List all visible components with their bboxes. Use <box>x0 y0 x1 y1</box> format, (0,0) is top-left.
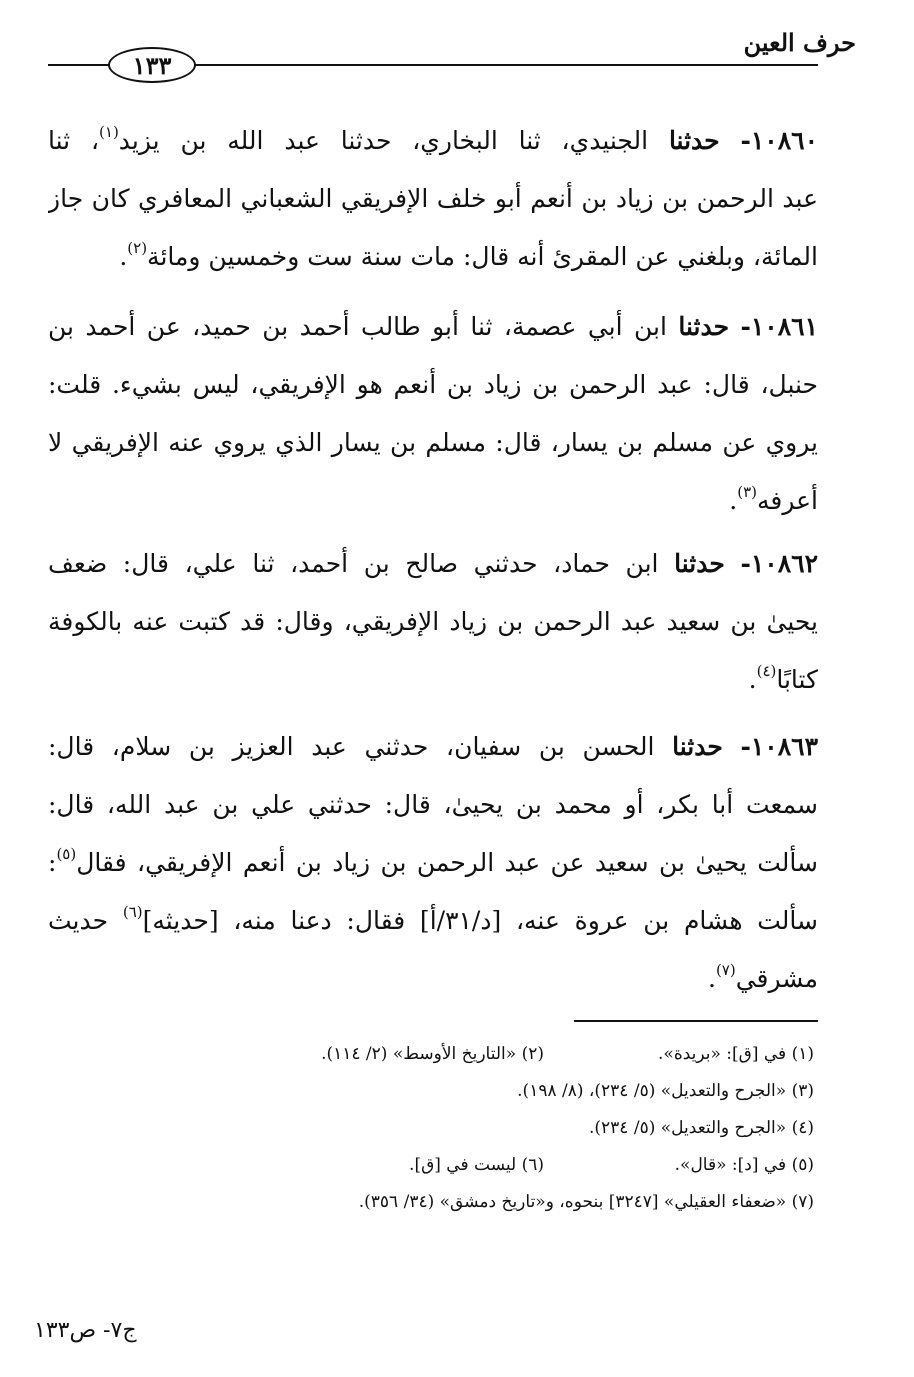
hadith-entry-10860 <box>48 112 818 286</box>
text-line <box>48 950 818 1008</box>
entry-keyword: حدثنا <box>668 126 720 155</box>
text-segment: ابن حماد، حدثني صالح بن أحمد، ثنا علي، قال: ضعف <box>48 549 659 578</box>
text-line <box>48 651 818 709</box>
footnote: (٣) «الجرح والتعديل» (٥/ ٢٣٤)، (٨/ ١٩٨). <box>517 1081 814 1101</box>
footnote-marker: (٥) <box>56 845 77 863</box>
footnote: (٥) في [د]: «قال». <box>674 1155 814 1175</box>
text-segment: الجنيدي، ثنا البخاري، حدثنا عبد الله بن يزيد <box>118 126 649 155</box>
text-line: سمعت أبا بكر، أو محمد بن يحيىٰ، قال: حدثني علي بن عبد الله، قال: <box>48 790 818 819</box>
text-segment: سألت يحيىٰ بن سعيد عن عبد الرحمن بن زياد بن أنعم الإفريقي، فقال <box>76 848 818 877</box>
footnote-line <box>48 1073 814 1110</box>
footnote: (٢) «التاريخ الأوسط» (٢/ ١١٤). <box>321 1044 544 1064</box>
text-segment: حديث <box>48 906 123 935</box>
text-line <box>48 892 818 950</box>
text-line <box>48 298 818 356</box>
entry-keyword: حدثنا <box>678 312 730 341</box>
text-line <box>48 718 818 776</box>
text-line: يروي عن مسلم بن يسار، قال: مسلم بن يسار الذي يروي عنه الإفريقي لا <box>48 428 818 457</box>
text-segment: . <box>119 242 128 271</box>
chapter-title: حرف العين <box>743 28 856 57</box>
footnote-line <box>48 1036 814 1073</box>
footnote: (٦) ليست في [ق]. <box>409 1155 544 1175</box>
footnote-marker: (٦) <box>122 903 143 921</box>
footnote-marker: (٣) <box>737 483 757 501</box>
footnotes <box>48 1036 814 1221</box>
text-line: حنبل، قال: عبد الرحمن بن زياد بن أنعم هو الإفريقي، ليس بشيء. قلت: <box>48 370 818 399</box>
text-line <box>48 472 818 530</box>
entry-keyword: حدثنا <box>672 732 723 761</box>
text-line: يحيىٰ بن سعيد عبد الرحمن بن زياد الإفريقي، وقال: قد كتبت عنه بالكوفة <box>48 607 818 636</box>
footnote: (٤) «الجرح والتعديل» (٥/ ٢٣٤). <box>589 1118 814 1138</box>
text-segment: . <box>748 665 757 694</box>
entry-number: ١٠٨٦٣- <box>740 732 818 761</box>
text-line <box>48 112 818 170</box>
text-segment: . <box>707 964 716 993</box>
footnote-marker: (٢) <box>127 239 148 257</box>
text-segment: سألت هشام بن عروة عنه، [د/٣١/أ] فقال: دعنا منه، [حديثه] <box>142 906 818 935</box>
footnote-marker: (١) <box>99 123 119 141</box>
page-number: ١٣٣ <box>108 47 196 83</box>
footnote-separator <box>574 1020 818 1022</box>
footnote: (٧) «ضعفاء العقيلي» [٣٢٤٧] بنحوه، و«تاريخ دمشق» (٣٤/ ٣٥٦). <box>358 1192 814 1212</box>
footnote-line <box>48 1184 814 1221</box>
footnote-line <box>48 1147 814 1184</box>
text-segment: أعرفه <box>756 486 818 515</box>
text-segment: ابن أبي عصمة، ثنا أبو طالب أحمد بن حميد، عن أحمد بن <box>48 312 667 341</box>
entry-number: ١٠٨٦٠- <box>740 126 818 155</box>
footnote-line <box>48 1110 814 1147</box>
text-segment: الحسن بن سفيان، حدثني عبد العزيز بن سلام، قال: <box>48 732 655 761</box>
hadith-entry-10861 <box>48 298 818 530</box>
entry-keyword: حدثنا <box>674 549 725 578</box>
footnote: (١) في [ق]: «بريدة». <box>658 1044 814 1064</box>
text-segment: : <box>48 848 57 877</box>
footnote-marker: (٤) <box>756 662 777 680</box>
entry-number: ١٠٨٦١- <box>740 312 818 341</box>
text-segment: . <box>729 486 738 515</box>
hadith-entry-10863 <box>48 718 818 1008</box>
text-line: عبد الرحمن بن زياد بن أنعم أبو خلف الإفريقي الشعباني المعافري كان جاز <box>48 184 818 213</box>
entry-number: ١٠٨٦٢- <box>740 549 818 578</box>
volume-page-reference: ج٧- ص١٣٣ <box>34 1318 137 1343</box>
footnote-marker: (٧) <box>715 961 736 979</box>
hadith-entry-10862 <box>48 535 818 709</box>
text-segment: مشرقي <box>735 964 818 993</box>
text-segment: ، ثنا <box>48 126 100 155</box>
text-segment: كتابًا <box>776 665 818 694</box>
text-line <box>48 535 818 593</box>
header-rule <box>190 64 818 66</box>
text-line <box>48 228 818 286</box>
text-segment: المائة، وبلغني عن المقرئ أنه قال: مات سنة ست وخمسين ومائة <box>147 242 818 271</box>
text-line <box>48 834 818 892</box>
